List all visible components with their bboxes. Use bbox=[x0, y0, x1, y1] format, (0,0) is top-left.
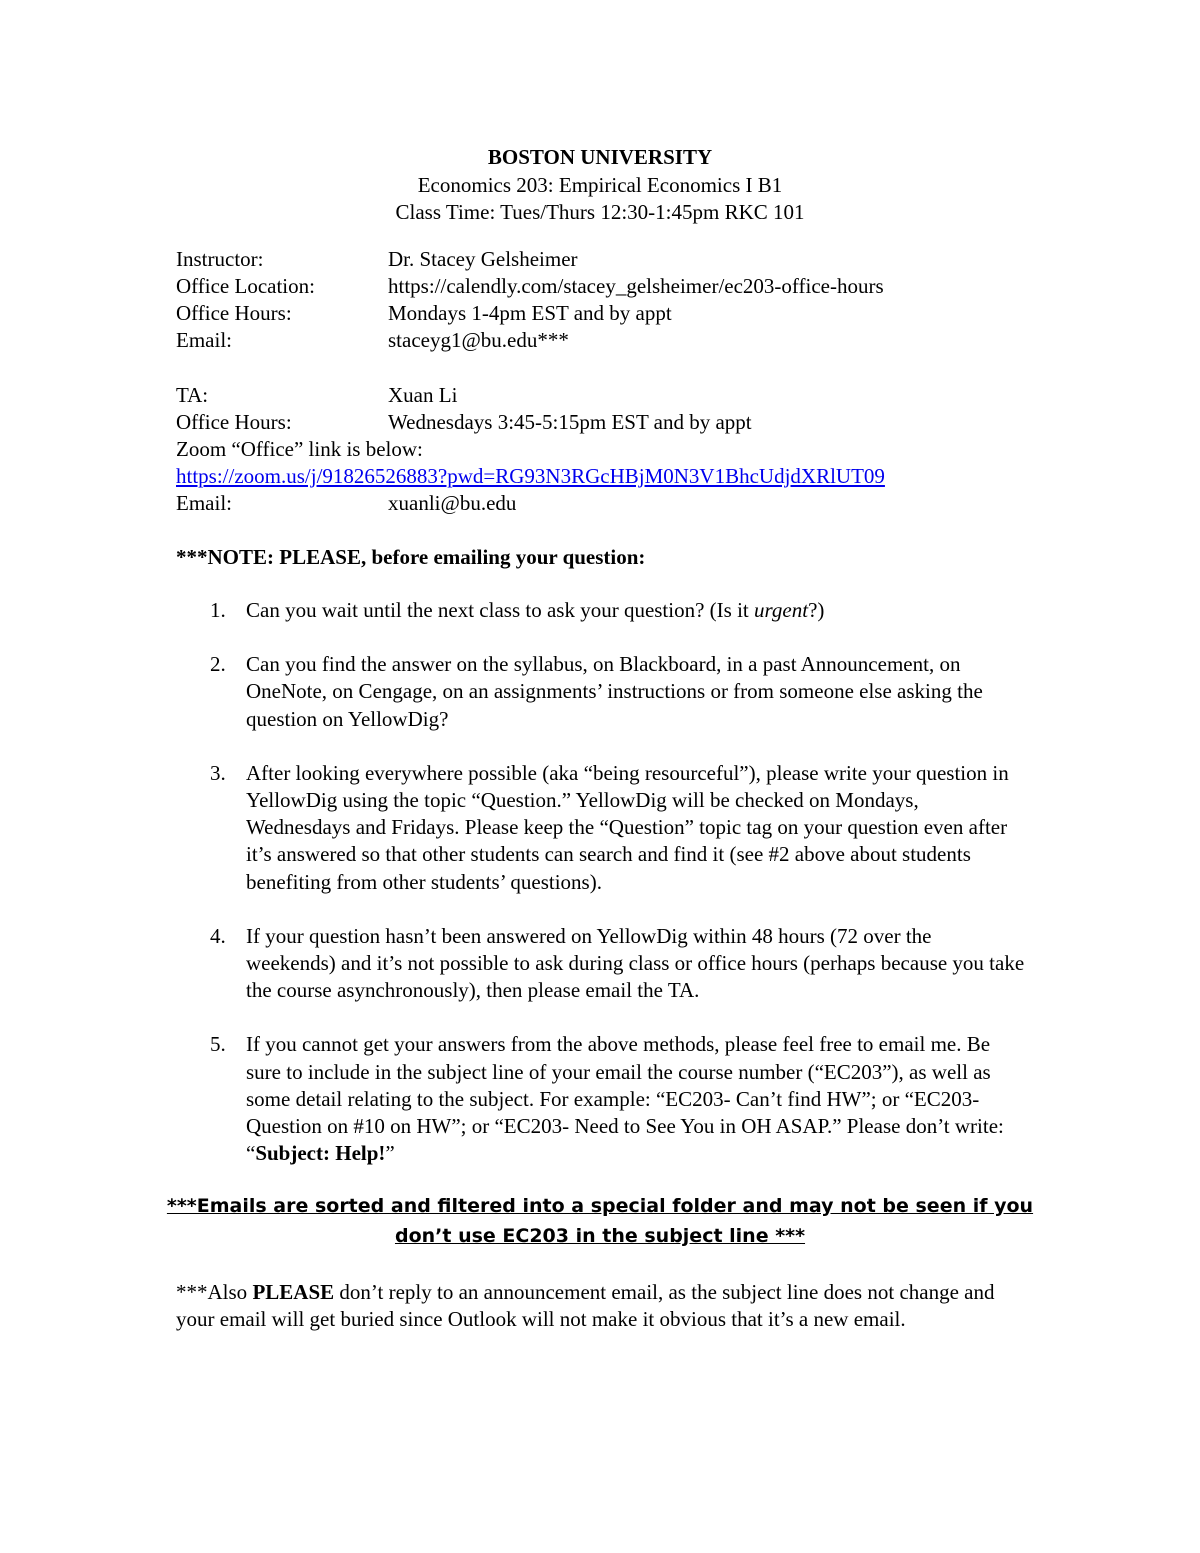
also-text-start: ***Also bbox=[176, 1280, 253, 1304]
zoom-intro: Zoom “Office” link is below: bbox=[176, 437, 423, 461]
item-text: If you cannot get your answers from the above methods, please feel free to email me. Be sure to include in the subject line of your email the course number (“EC203”), as well as some detail relating to the subject. For example: “EC203- Can’t find HW”; or “EC203- Question on #10 on HW”; or “EC203- Need to See You in OH ASAP.” Please don’t write: “ bbox=[246, 1032, 1004, 1166]
info-row-office-hours bbox=[176, 300, 884, 327]
also-bold: PLEASE bbox=[252, 1280, 335, 1304]
ta-row-email bbox=[176, 490, 885, 517]
ta-hours-label: Office Hours: bbox=[176, 410, 292, 434]
list-item bbox=[176, 1031, 1036, 1167]
instructor-info bbox=[176, 246, 884, 354]
item-bold-text: Subject: Help! bbox=[255, 1141, 386, 1166]
item-number: 1. bbox=[210, 598, 226, 622]
list-item bbox=[176, 597, 1036, 624]
question-steps-list bbox=[176, 597, 1036, 1194]
item-number: 4. bbox=[210, 923, 226, 948]
list-item bbox=[176, 923, 1036, 1005]
ta-info bbox=[176, 382, 885, 517]
item-text: Can you find the answer on the syllabus, on Blackboard, in a past Announcement, on OneNote, on Cengage, on an assignments’ instructions or from someone else asking the question on YellowDig? bbox=[246, 652, 983, 731]
course-title: Economics 203: Empirical Economics I B1 bbox=[417, 173, 783, 197]
info-row-instructor bbox=[176, 246, 884, 273]
note-heading: ***NOTE: PLEASE, before emailing your question: bbox=[176, 545, 646, 569]
info-label: Email: bbox=[176, 328, 232, 352]
list-item bbox=[176, 760, 1036, 896]
info-label: Instructor: bbox=[176, 247, 264, 271]
item-number: 5. bbox=[210, 1032, 226, 1057]
ta-row-hours bbox=[176, 409, 885, 436]
subject-line-warning: ***Emails are sorted and filtered into a special folder and may not be seen if you don’t use EC203 in the subject line *** bbox=[166, 1195, 1034, 1247]
university-title: BOSTON UNIVERSITY bbox=[487, 145, 713, 169]
ta-hours-value: Wednesdays 3:45-5:15pm EST and by appt bbox=[388, 410, 752, 434]
zoom-link[interactable]: https://zoom.us/j/91826526883?pwd=RG93N3RGcHBjM0N3V1BhcUdjdXRlUT09 bbox=[176, 464, 885, 488]
info-label: Office Hours: bbox=[176, 301, 292, 325]
item-number: 2. bbox=[210, 652, 226, 677]
item-text: After looking everywhere possible (aka “being resourceful”), please write your question in YellowDig using the topic “Question.” YellowDig will be checked on Mondays, Wednesdays and Fridays. Please keep the “Question” topic tag on your question even after it’s answered so that other students can search and find it (see #2 above about students benefiting from other students’ questions). bbox=[246, 760, 1009, 894]
info-value: Dr. Stacey Gelsheimer bbox=[388, 247, 578, 271]
class-time: Class Time: Tues/Thurs 12:30-1:45pm RKC 101 bbox=[395, 200, 805, 224]
ta-email-value: xuanli@bu.edu bbox=[388, 491, 517, 515]
item-number: 3. bbox=[210, 760, 226, 785]
ta-label: TA: bbox=[176, 383, 209, 407]
info-row-email bbox=[176, 327, 884, 354]
list-item bbox=[176, 651, 1036, 733]
info-value: Mondays 1-4pm EST and by appt bbox=[388, 301, 672, 325]
item-text-end: ” bbox=[385, 1141, 395, 1166]
ta-email-label: Email: bbox=[176, 491, 232, 515]
also-paragraph bbox=[176, 1279, 1026, 1333]
info-label: Office Location: bbox=[176, 274, 315, 298]
ta-name: Xuan Li bbox=[388, 383, 458, 407]
item-emphasis: urgent bbox=[754, 598, 809, 622]
info-value: https://calendly.com/stacey_gelsheimer/ec203-office-hours bbox=[388, 274, 884, 298]
item-text: If your question hasn’t been answered on YellowDig within 48 hours (72 over the weekends) and it’s not possible to ask during class or office hours (perhaps because you take the course asynchronously), then please email the TA. bbox=[246, 923, 1025, 1003]
item-text: Can you wait until the next class to ask your question? (Is it bbox=[246, 598, 754, 622]
item-text-end: ?) bbox=[808, 598, 825, 622]
ta-row-name bbox=[176, 382, 885, 409]
info-value: staceyg1@bu.edu*** bbox=[388, 328, 569, 352]
also-text-end: don’t reply to an announcement email, as the subject line does not change and your email will get buried since Outlook will not make it obvious that it’s a new email. bbox=[176, 1280, 995, 1331]
info-row-office-location bbox=[176, 273, 884, 300]
